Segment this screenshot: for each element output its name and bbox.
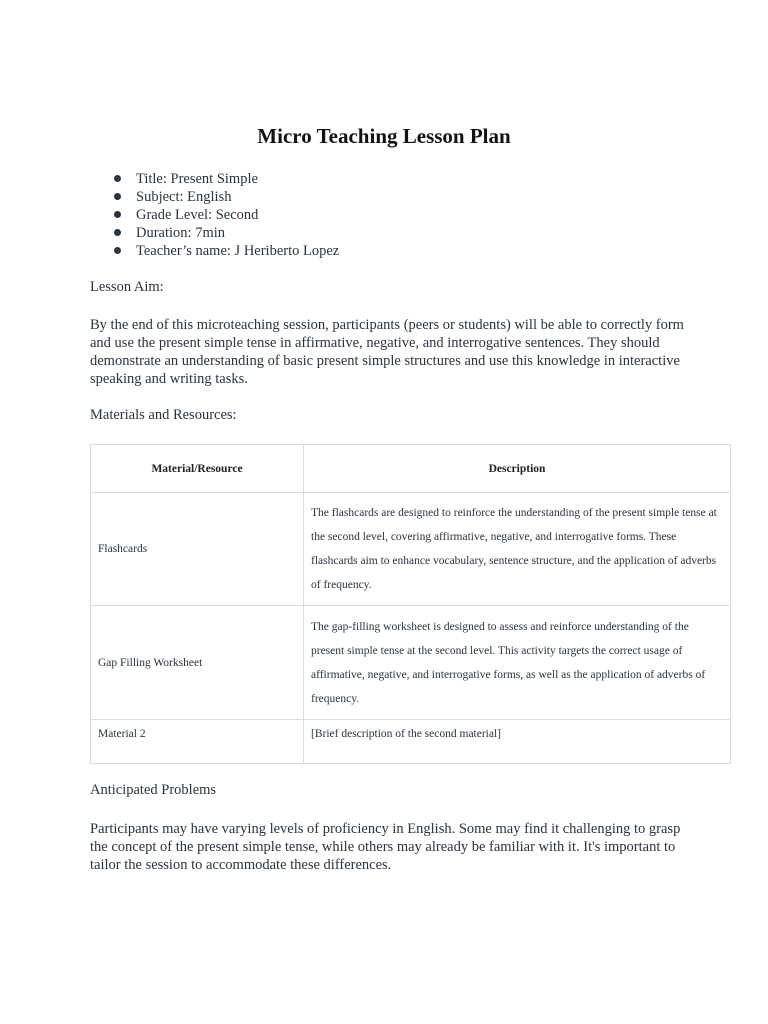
table-row xyxy=(91,606,731,720)
bullet-icon xyxy=(114,175,121,182)
table-row xyxy=(91,493,731,606)
bullet-icon xyxy=(114,229,121,236)
anticipated-problems-text: Participants may have varying levels of proficiency in English. Some may find it challenging to grasp the concept of the present simple tense, while others may already be familiar with it. It's important to tailor the session to accommodate these differences. xyxy=(90,821,681,873)
bullet-icon xyxy=(114,211,121,218)
lesson-aim-heading: Lesson Aim: xyxy=(90,279,164,295)
lesson-aim-text: By the end of this microteaching session, participants (peers or students) will be able to correctly form and use the present simple tense in affirmative, negative, and interrogative sentences. They should demonstrate an understanding of basic present simple structures and use this knowledge in interactive speaking and writing tasks. xyxy=(90,317,684,387)
list-item xyxy=(111,242,339,260)
description-cell: The flashcards are designed to reinforce the understanding of the present simple tense at the second level, covering affirmative, negative, and interrogative forms. These flashcards aim to enhance vocabulary, sentence structure, and the application of adverbs of frequency. xyxy=(304,493,731,606)
info-duration: Duration: 7min xyxy=(136,225,226,241)
lesson-info-list xyxy=(111,170,339,260)
list-item xyxy=(111,224,339,242)
materials-table xyxy=(90,444,731,764)
header-material: Material/Resource xyxy=(91,445,304,493)
materials-heading: Materials and Resources: xyxy=(90,407,237,423)
description-cell: The gap-filling worksheet is designed to assess and reinforce understanding of the present simple tense at the second level. This activity targets the correct usage of affirmative, negative, and interrogative forms, as well as the application of adverbs of frequency. xyxy=(304,606,731,720)
info-title: Title: Present Simple xyxy=(136,171,258,187)
table-row xyxy=(91,720,731,764)
list-item xyxy=(111,188,339,206)
bullet-icon xyxy=(114,247,121,254)
table-header-row xyxy=(91,445,731,493)
description-cell: [Brief description of the second material] xyxy=(304,720,731,764)
page-title: Micro Teaching Lesson Plan xyxy=(257,124,511,148)
info-grade-level: Grade Level: Second xyxy=(136,207,259,223)
list-item xyxy=(111,170,339,188)
info-teacher: Teacher’s name: J Heriberto Lopez xyxy=(136,243,340,259)
info-subject: Subject: English xyxy=(136,189,232,205)
material-cell: Gap Filling Worksheet xyxy=(91,606,304,720)
material-cell: Flashcards xyxy=(91,493,304,606)
material-cell: Material 2 xyxy=(91,720,304,764)
bullet-icon xyxy=(114,193,121,200)
header-description: Description xyxy=(304,445,731,493)
list-item xyxy=(111,206,339,224)
anticipated-problems-heading: Anticipated Problems xyxy=(90,782,217,798)
